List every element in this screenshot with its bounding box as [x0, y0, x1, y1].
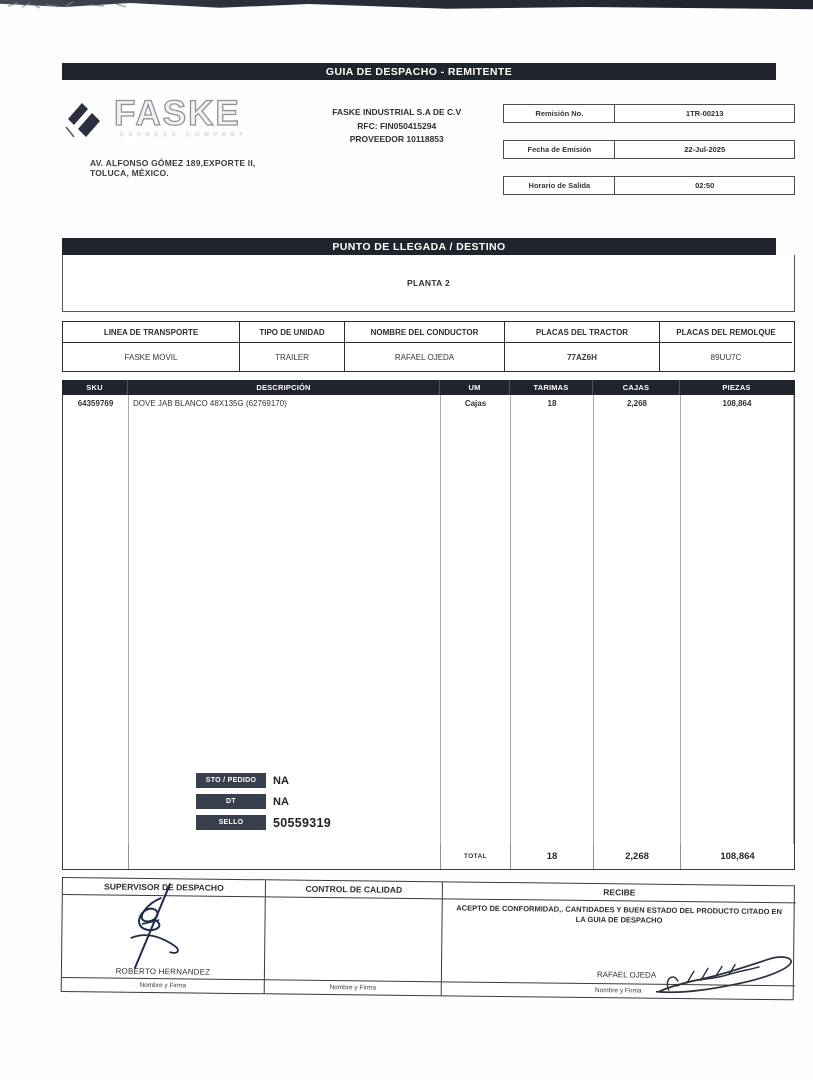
calidad-header: CONTROL DE CALIDAD [266, 880, 443, 899]
accept-statement: ACEPTO DE CONFORMIDAD,. CANTIDADES Y BUEN ESTADO DEL PRODUCTO CITADO EN LA GUIA DE DESPACHO [456, 903, 783, 925]
destination-bar [62, 238, 776, 255]
recibe-header: RECIBE [443, 882, 796, 903]
brand-text: FASKE [114, 94, 241, 133]
transport-placas-tractor-value: 77AZ6H [505, 343, 660, 371]
transport-placas-remolque-value: 89UU7C [710, 352, 742, 362]
recibe-caption: Nombre y Firma [442, 981, 795, 999]
sello-value: 50559319 [273, 815, 332, 830]
items-header-tarimas: TARIMAS [510, 380, 593, 395]
item-sku: 64359769 [63, 395, 129, 844]
horario-salida-value: 02:50 [695, 181, 715, 190]
total-piezas: 108,864 [720, 851, 755, 862]
fecha-emision-value: 22-Jul-2025 [684, 145, 726, 154]
items-header-descripcion: DESCRIPCIÓN [128, 380, 440, 395]
company-address: AV. ALFONSO GÓMEZ 189,EXPORTE II, TOLUCA, MÉXICO. [90, 158, 256, 178]
references-block [196, 763, 331, 830]
transport-header-linea: LINEA DE TRANSPORTE [63, 322, 240, 343]
total-cajas: 2,268 [594, 844, 681, 869]
sto-pedido-row [196, 773, 331, 788]
destination-value: PLANTA 2 [406, 278, 450, 288]
sello-row [196, 815, 331, 830]
item-descripcion: DOVE JAB BLANCO 48X135G (62769170) [129, 395, 441, 844]
fecha-emision-field [503, 140, 795, 159]
supervisor-signature-cell [62, 895, 266, 979]
header-section [62, 94, 795, 212]
transport-header-placas-remolque: PLACAS DEL REMOLQUE [660, 322, 792, 343]
transport-linea-value: FASKE MOVIL [63, 343, 240, 371]
supervisor-signature [118, 880, 193, 973]
recibe-name: RAFAEL OJEDA [596, 970, 657, 980]
signature-grid [61, 877, 795, 1000]
remision-value: 1TR-00213 [685, 109, 724, 118]
brand-tagline: EXPRESS COMPANY [120, 132, 248, 138]
horario-salida-label: Horario de Salida [504, 177, 615, 194]
items-header-row [62, 380, 795, 395]
destination-section-title: PUNTO DE LLEGADA / DESTINO [332, 240, 506, 253]
items-header-piezas: PIEZAS [722, 383, 751, 392]
faske-logo [62, 94, 290, 145]
destination-box [62, 255, 795, 312]
transport-header-tipo-unidad: TIPO DE UNIDAD [240, 322, 345, 343]
document-title-bar [62, 63, 776, 80]
signature-section [61, 877, 795, 1000]
company-proveedor: PROVEEDOR 10118853 [349, 134, 444, 144]
items-body [62, 395, 795, 844]
sto-pedido-value: NA [273, 774, 289, 787]
fecha-emision-label: Fecha de Emisión [504, 141, 615, 158]
item-cajas: 2,268 [594, 395, 681, 844]
items-header-um: UM [440, 380, 510, 395]
document-page [62, 63, 795, 995]
horario-salida-field [503, 176, 795, 195]
total-tarimas: 18 [511, 844, 594, 869]
company-rfc: RFC: FIN050415294 [357, 120, 437, 131]
logo-mark-icon [62, 97, 108, 145]
transport-conductor-value: RAFAEL OJEDA [345, 343, 505, 371]
items-header-cajas: CAJAS [593, 380, 680, 395]
document-title: GUIA DE DESPACHO - REMITENTE [325, 65, 513, 78]
remision-label: Remisión No. [504, 105, 615, 122]
remision-field [503, 104, 795, 123]
logo-column [62, 94, 290, 212]
scan-handwriting-marks [4, 0, 234, 12]
dt-label: DT [196, 794, 266, 809]
supervisor-header: SUPERVISOR DE DESPACHO [63, 878, 266, 897]
supervisor-caption: Nombre y Firma [62, 977, 265, 993]
transport-tipo-unidad-value: TRAILER [240, 343, 345, 371]
company-name: FASKE INDUSTRIAL S.A DE C.V [332, 107, 462, 117]
dt-value: NA [273, 795, 289, 808]
recibe-signature [651, 948, 802, 1002]
calidad-signature-cell [265, 897, 443, 981]
transport-header-placas-tractor: PLACAS DEL TRACTOR [505, 322, 660, 343]
items-total-row [62, 844, 795, 870]
total-empty-descripcion [129, 844, 441, 869]
transport-header-conductor: NOMBRE DEL CONDUCTOR [345, 322, 505, 343]
supervisor-name: ROBERTO HERNANDEZ [115, 966, 211, 977]
transport-table [62, 321, 795, 372]
header-fields [503, 97, 795, 212]
company-info [290, 97, 503, 212]
items-header-sku: SKU [62, 380, 128, 395]
calidad-caption: Nombre y Firma [265, 979, 442, 995]
sto-pedido-label: STO / PEDIDO [196, 773, 266, 788]
sello-label: SELLO [196, 815, 266, 830]
item-tarimas: 18 [511, 395, 594, 844]
item-um: Cajas [441, 395, 511, 844]
items-table [62, 380, 795, 870]
dt-row [196, 794, 331, 809]
total-label: TOTAL [441, 844, 511, 869]
item-piezas: 108,864 [681, 395, 794, 844]
total-empty-sku [63, 844, 129, 869]
brand-wordmark [114, 94, 248, 138]
recibe-signature-cell [442, 899, 796, 985]
